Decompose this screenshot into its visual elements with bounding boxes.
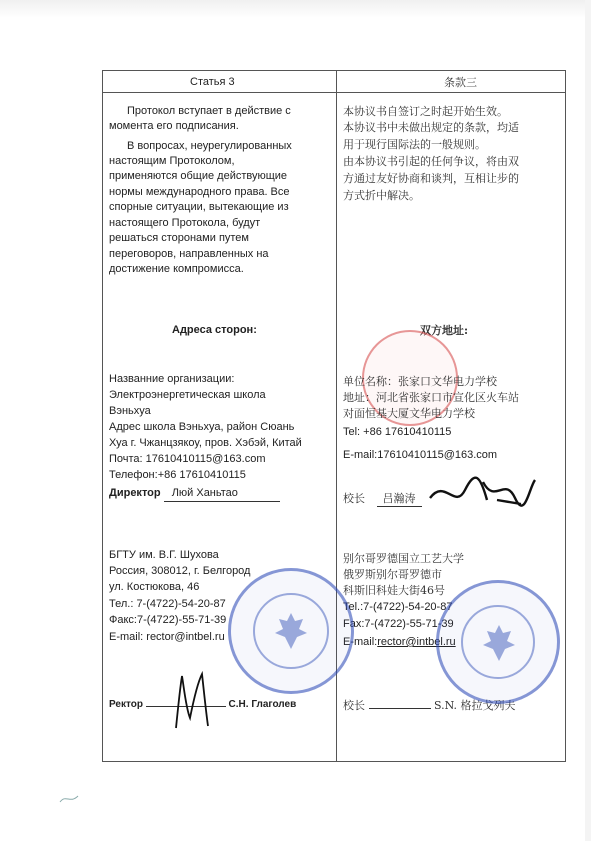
rector-signature bbox=[168, 668, 214, 732]
address-line: БГТУ им. В.Г. Шухова bbox=[109, 549, 219, 561]
rector-name-cn: S.N. 格拉戈列夫 bbox=[434, 699, 516, 712]
page-top-shadow bbox=[0, 0, 591, 18]
rector-name: С.Н. Глаголев bbox=[228, 699, 297, 710]
address-line: Факс:7-(4722)-55-71-39 bbox=[109, 614, 227, 626]
address-line: E-mail:17610410115@163.com bbox=[343, 449, 498, 461]
right-body-line: 方式折中解决。 bbox=[343, 189, 420, 202]
address-line: Тел.: 7-(4722)-54-20-87 bbox=[109, 598, 226, 610]
address-line: 科斯旧科娃大街46号 bbox=[343, 584, 445, 597]
address-line: 俄罗斯别尔哥罗德市 bbox=[343, 568, 442, 581]
address-line: Хуа г. Чжанцзякоу, пров. Хэбэй, Китай bbox=[109, 437, 302, 449]
address-line: Fax:7-(4722)-55-71-39 bbox=[343, 618, 454, 630]
left-body-line: спорные ситуации, вытекающие из bbox=[109, 201, 289, 213]
address-line: Россия, 308012, г. Белгород bbox=[109, 565, 251, 577]
right-body-line: 本协议书自签订之时起开始生效。 bbox=[343, 105, 508, 118]
right-body-line: 方通过友好协商和谈判，互相让步的 bbox=[343, 172, 519, 185]
left-body-line: момента его подписания. bbox=[109, 120, 239, 132]
address-line: Названние организации: bbox=[109, 373, 235, 385]
principal-label: 校长 bbox=[343, 492, 365, 505]
address-line: Адрес школа Вэньхуа, район Сюань bbox=[109, 421, 295, 433]
left-body-line: настоящего Протокола, будут bbox=[109, 217, 261, 229]
address-line: Электроэнергетическая школа bbox=[109, 389, 266, 401]
left-body-line: применяются общие действующие bbox=[109, 170, 288, 182]
rector-label: Ректор bbox=[109, 699, 143, 710]
left-body-line: В вопросах, неурегулированных bbox=[127, 140, 292, 152]
address-line: 地址：河北省张家口市宣化区火车站 bbox=[343, 391, 519, 404]
address-line: 别尔哥罗德国立工艺大学 bbox=[343, 552, 464, 565]
address-line: 单位名称：张家口文华电力学校 bbox=[343, 375, 497, 388]
ink-mark bbox=[58, 788, 80, 810]
email-label: E-mail: bbox=[343, 636, 378, 648]
principal-name: 吕瀚涛 bbox=[377, 491, 422, 507]
director-name: Люй Ханьтао bbox=[164, 486, 280, 502]
address-line: 对面恒基大厦文华电力学校 bbox=[343, 407, 475, 420]
left-body-line: переговоров, направленных на bbox=[109, 248, 269, 260]
address-line: Почта: 17610410115@163.com bbox=[109, 453, 266, 465]
left-addresses-heading: Адреса сторон: bbox=[172, 324, 257, 336]
address-line: Вэньхуа bbox=[109, 405, 151, 417]
address-line: Телефон:+86 17610410115 bbox=[109, 469, 246, 481]
left-body-line: Протокол вступает в действие с bbox=[127, 105, 291, 117]
page-right-edge bbox=[585, 0, 591, 841]
address-line: Tel.:7-(4722)-54-20-87 bbox=[343, 601, 453, 613]
address-line: E-mail: rector@intbel.ru bbox=[109, 631, 225, 643]
right-body-line: 由本协议书引起的任何争议，将由双 bbox=[343, 155, 519, 168]
left-body-line: нормы международного права. Все bbox=[109, 186, 290, 198]
university-blue-seal bbox=[228, 568, 354, 694]
right-addresses-heading: 双方地址: bbox=[420, 324, 469, 337]
left-heading: Статья 3 bbox=[190, 76, 235, 88]
email-link[interactable]: rector@intbel.ru bbox=[377, 636, 456, 648]
director-signature-line bbox=[109, 486, 280, 502]
eagle-emblem-icon bbox=[269, 609, 313, 653]
right-body-line: 用于现行国际法的一般规则。 bbox=[343, 138, 486, 151]
eagle-emblem-icon bbox=[477, 621, 521, 665]
left-body-line: решаться сторонами путем bbox=[109, 232, 249, 244]
university-blue-seal-right bbox=[436, 580, 560, 704]
rector-label-cn: 校长 bbox=[343, 699, 365, 712]
right-body-line: 本协议书中未做出规定的条款，均适 bbox=[343, 121, 519, 134]
header-divider bbox=[102, 92, 566, 93]
left-body-line: достижение компромисса. bbox=[109, 263, 244, 275]
left-body-line: настоящим Протоколом, bbox=[109, 155, 235, 167]
right-heading: 条款三 bbox=[444, 76, 477, 89]
address-line: ул. Костюкова, 46 bbox=[109, 581, 200, 593]
director-label: Директор bbox=[109, 487, 161, 499]
address-line: Tel: +86 17610410115 bbox=[343, 426, 452, 438]
principal-signature-line bbox=[343, 491, 422, 507]
principal-signature bbox=[425, 470, 540, 512]
